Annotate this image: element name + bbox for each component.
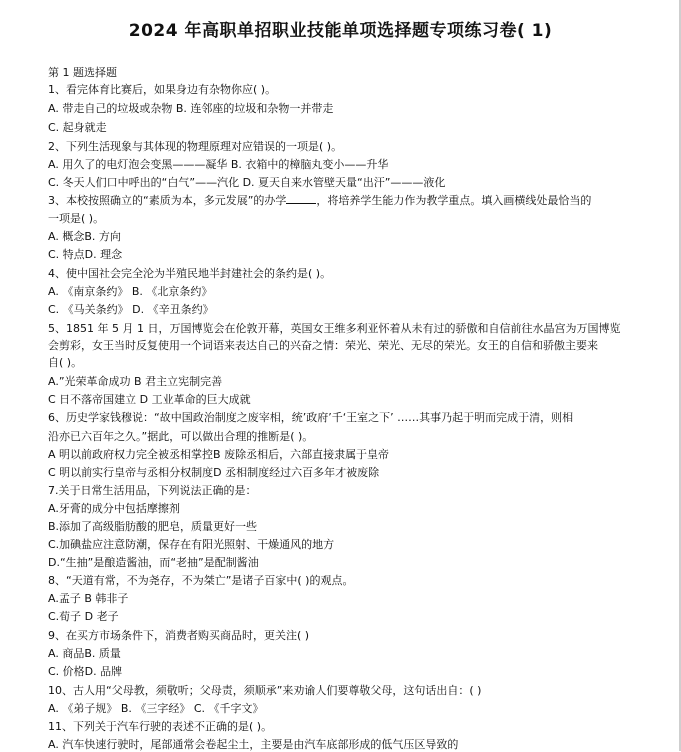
answer-blank <box>286 193 316 204</box>
question-9: 9、在买方市场条件下，消费者购买商品时，更关注( ) <box>48 629 310 642</box>
question-1-option-c: C. 起身就走 <box>48 121 107 134</box>
question-2: 2、下列生活现象与其体现的物理原理对应错误的一项是( )。 <box>48 140 343 153</box>
question-6-options-ab: A 明以前政府权力完全被丞相掌控B 废除丞相后，六部直接隶属于皇帝 <box>48 448 390 461</box>
question-6-options-cd: C 明以前实行皇帝与丞相分权制度D 丞相制度经过六百多年才被废除 <box>48 466 380 479</box>
section-heading: 第 1 题选择题 <box>48 66 117 79</box>
question-1-options-ab: A. 带走自己的垃圾或杂物 B. 连邻座的垃圾和杂物一并带走 <box>48 102 334 115</box>
question-8-options-cd: C.荀子 D 老子 <box>48 610 119 623</box>
question-2-options-ab: A. 用久了的电灯泡会变黑———凝华 B. 衣箱中的樟脑丸变小——升华 <box>48 158 389 171</box>
question-5-line-2: 会剪彩，女王当时反复使用一个词语来表达自己的兴奋之情：荣光、荣光、无尽的荣光。女王的自信和骄傲主要来 <box>48 339 598 352</box>
question-3-options-ab: A. 概念B. 方向 <box>48 230 121 243</box>
question-6-line-1: 6、历史学家钱穆说：“故中国政治制度之废宰相，统’政府’千‘王室之下’ ……其事乃起于明而完成于清，则相 <box>48 411 574 424</box>
question-1: 1、看完体育比赛后，如果身边有杂物你应( )。 <box>48 83 277 96</box>
question-5-options-ab: A.”光荣革命成功 B 君主立宪制完善 <box>48 375 223 388</box>
question-7-option-d: D.“生抽”是酿造酱油，而“老抽”是配制酱油 <box>48 556 259 569</box>
question-5-line-3: 自( )。 <box>48 356 83 369</box>
question-9-options-cd: C. 价格D. 品牌 <box>48 665 123 678</box>
question-3-line-2: 一项是( )。 <box>48 212 105 225</box>
question-4-options-cd: C. 《马关条约》 D. 《辛丑条约》 <box>48 303 214 316</box>
question-4: 4、使中国社会完全沦为半殖民地半封建社会的条约是( )。 <box>48 267 332 280</box>
question-3-part-b: ，将培养学生能力作为教学重点。填入画横线处最恰当的 <box>316 194 592 207</box>
question-4-options-ab: A. 《南京条约》 B. 《北京条约》 <box>48 285 213 298</box>
question-10-options: A. 《弟子规》 B. 《三字经》 C. 《千字文》 <box>48 702 264 715</box>
question-11: 11、下列关于汽车行驶的表述不正确的是( )。 <box>48 720 273 733</box>
question-3-part-a: 3、本校按照确立的“素质为本，多元发展”的办学 <box>48 194 287 207</box>
question-3-options-cd: C. 特点D. 理念 <box>48 248 123 261</box>
question-3-line-1 <box>48 192 591 208</box>
question-8: 8、“天道有常，不为尧存，不为桀亡”是诸子百家中( )的观点。 <box>48 574 354 587</box>
question-5-options-cd: C 日不落帝国建立 D 工业革命的巨大成就 <box>48 393 251 406</box>
question-7-option-b: B.添加了高级脂肪酸的肥皂，质量更好一些 <box>48 520 258 533</box>
question-5-line-1: 5、1851 年 5 月 1 日，万国博览会在伦敦开幕，英国女王维多利亚怀着从未有过的骄傲和自信前往水晶宫为万国博览 <box>48 322 621 335</box>
question-2-options-cd: C. 冬天人们口中呼出的“白气”——汽化 D. 夏天自来水管壁天量“出汗”———液化 <box>48 176 446 189</box>
question-10: 10、古人用“父母教，须敬听；父母责，须顺承”来劝谕人们要尊敬父母，这句话出自：( ) <box>48 684 482 697</box>
question-8-options-ab: A.孟子 B 韩非子 <box>48 592 129 605</box>
question-7: 7.关于日常生活用品，下列说法正确的是： <box>48 484 257 497</box>
question-7-option-c: C.加碘盐应注意防潮，保存在有阳光照射、干燥通风的地方 <box>48 538 335 551</box>
question-7-option-a: A.牙膏的成分中包括摩擦剂 <box>48 502 180 515</box>
document-title: 2024 年高职单招职业技能单项选择题专项练习卷( 1) <box>128 21 553 41</box>
question-9-options-ab: A. 商品B. 质量 <box>48 647 121 660</box>
question-6-line-2: 沿亦已六百年之久。”据此，可以做出合理的推断是( )。 <box>48 430 314 443</box>
question-11-option-a: A. 汽车快速行驶时，尾部通常会卷起尘土，主要是由汽车底部形成的低气压区导致的 <box>48 738 459 751</box>
